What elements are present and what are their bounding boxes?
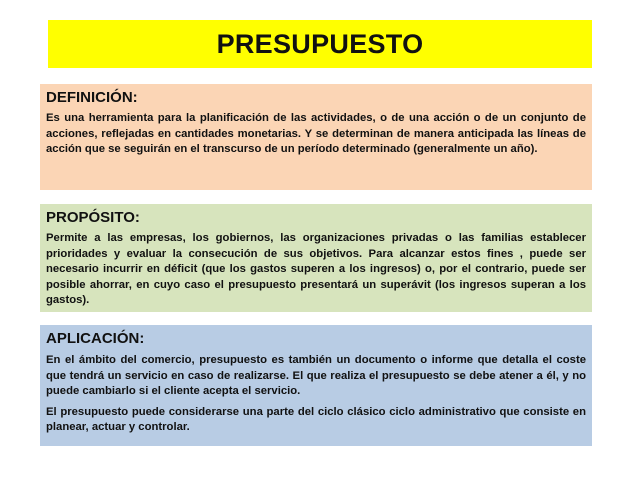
title-banner (48, 20, 592, 68)
definicion-heading: DEFINICIÓN: (46, 89, 138, 106)
aplicacion-text-2: El presupuesto puede considerarse una parte del ciclo clásico ciclo administrativo que consiste en planear, actuar y controlar. (46, 405, 586, 434)
page-title: PRESUPUESTO (216, 28, 424, 59)
aplicacion-section (40, 325, 592, 446)
proposito-section (40, 204, 592, 312)
proposito-heading: PROPÓSITO: (46, 209, 140, 226)
definicion-text: Es una herramienta para la planificación de las actividades, o de una acción o de un conjunto de acciones, reflejadas en cantidades monetarias. Y se determinan de manera anticipada las líneas de acción que se seguirán en el transcurso de un período determinado (generalmente un año). (46, 112, 586, 156)
proposito-text: Permite a las empresas, los gobiernos, las organizaciones privadas o las familias establecer prioridades y evaluar la consecución de sus objetivos. Para alcanzar estos fines , puede ser necesario incurrir en déficit (que los gastos superen a los ingresos) o, por el contrario, puede ser posible ahorrar, en cuyo caso el presupuesto presentará un superávit (los ingresos superan a los gastos). (46, 232, 586, 307)
aplicacion-heading: APLICACIÓN: (46, 330, 145, 347)
aplicacion-text-1: En el ámbito del comercio, presupuesto es también un documento o informe que detalla el coste que tendrá un servicio en caso de realizarse. El que realiza el presupuesto se debe atener a él, y no puede cambiarlo si el cliente acepta el servicio. (46, 354, 586, 398)
definicion-section (40, 84, 592, 190)
